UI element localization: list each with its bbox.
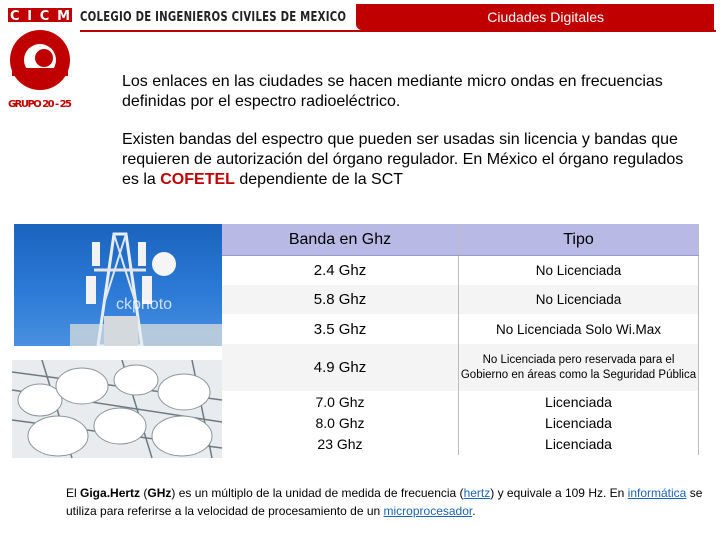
antenna-tower-photo: [14, 224, 222, 346]
banner-title: Ciudades Digitales: [487, 9, 604, 25]
cofetel-highlight: COFETEL: [160, 171, 235, 188]
licensing-text-end: dependiente de la SCT: [234, 171, 404, 188]
type-line: Licenciada: [545, 414, 612, 431]
org-name: COLEGIO DE INGENIEROS CIVILES DE MEXICO: [80, 10, 347, 25]
type-cell: No Licenciada Solo Wi.Max: [459, 314, 699, 344]
table-row: [222, 314, 699, 344]
type-cell: [459, 344, 699, 391]
microprocesador-link[interactable]: microprocesador: [383, 504, 473, 518]
cicm-logo: [4, 6, 76, 114]
footnote-text: se utiliza para referirse a la velocidad de procesamiento de un: [66, 486, 703, 518]
band-cell: [222, 391, 459, 455]
footnote-text: .: [472, 504, 476, 518]
gigahertz-footnote: [66, 484, 706, 520]
type-cell: No Licenciada: [459, 285, 699, 314]
band-line: 7.0 Ghz: [315, 393, 365, 410]
table-row: [222, 256, 699, 286]
column-header-band: Banda en Ghz: [222, 224, 459, 256]
stock-watermark: ckphoto: [116, 296, 173, 313]
band-cell: 5.8 Ghz: [222, 285, 459, 314]
band-line: 23 Ghz: [317, 435, 363, 452]
band-cell: 4.9 Ghz: [222, 344, 459, 391]
band-cell: 2.4 Ghz: [222, 256, 459, 286]
footnote-text: (: [140, 486, 148, 500]
logo-subtitle: GRUPO 20 - 25: [8, 99, 72, 110]
type-line: Licenciada: [545, 393, 612, 410]
informatica-link[interactable]: informática: [627, 486, 687, 500]
footnote-term: Giga.Hertz: [80, 486, 141, 500]
table-row: [222, 344, 699, 391]
header-divider: [80, 30, 716, 32]
licensing-paragraph: [122, 130, 697, 190]
footnote-text: ) y equivale a 109 Hz. En: [490, 486, 628, 500]
satellite-dishes-photo: [12, 360, 222, 458]
table-row: [222, 391, 699, 455]
licensing-text-start: Existen bandas del espectro que pueden ser usadas sin licencia y bandas que requieren de autorización del órgano regulador. En México el órgano regulados es la: [122, 131, 684, 188]
type-line: Licenciada: [545, 435, 612, 452]
type-cell: No Licenciada: [459, 256, 699, 286]
logo-letters: CICM: [10, 9, 70, 24]
band-line: 8.0 Ghz: [315, 414, 365, 431]
title-banner: [356, 4, 714, 30]
type-cell: [459, 391, 699, 455]
band-cell: 3.5 Ghz: [222, 314, 459, 344]
table-row: [222, 285, 699, 314]
type-note: No Licenciada pero reservada para el Gobierno en áreas como la Seguridad Pública: [460, 353, 697, 381]
footnote-text: El: [66, 486, 81, 500]
hertz-link[interactable]: hertz: [463, 486, 491, 500]
footnote-text: ) es un múltiplo de la unidad de medida de frecuencia (: [171, 486, 464, 500]
footnote-abbrev: GHz: [147, 486, 172, 500]
frequency-band-table: [222, 224, 699, 455]
intro-paragraph: Los enlaces en las ciudades se hacen mediante micro ondas en frecuencias definidas por el espectro radioeléctrico.: [122, 73, 663, 110]
column-header-type: Tipo: [459, 224, 699, 256]
